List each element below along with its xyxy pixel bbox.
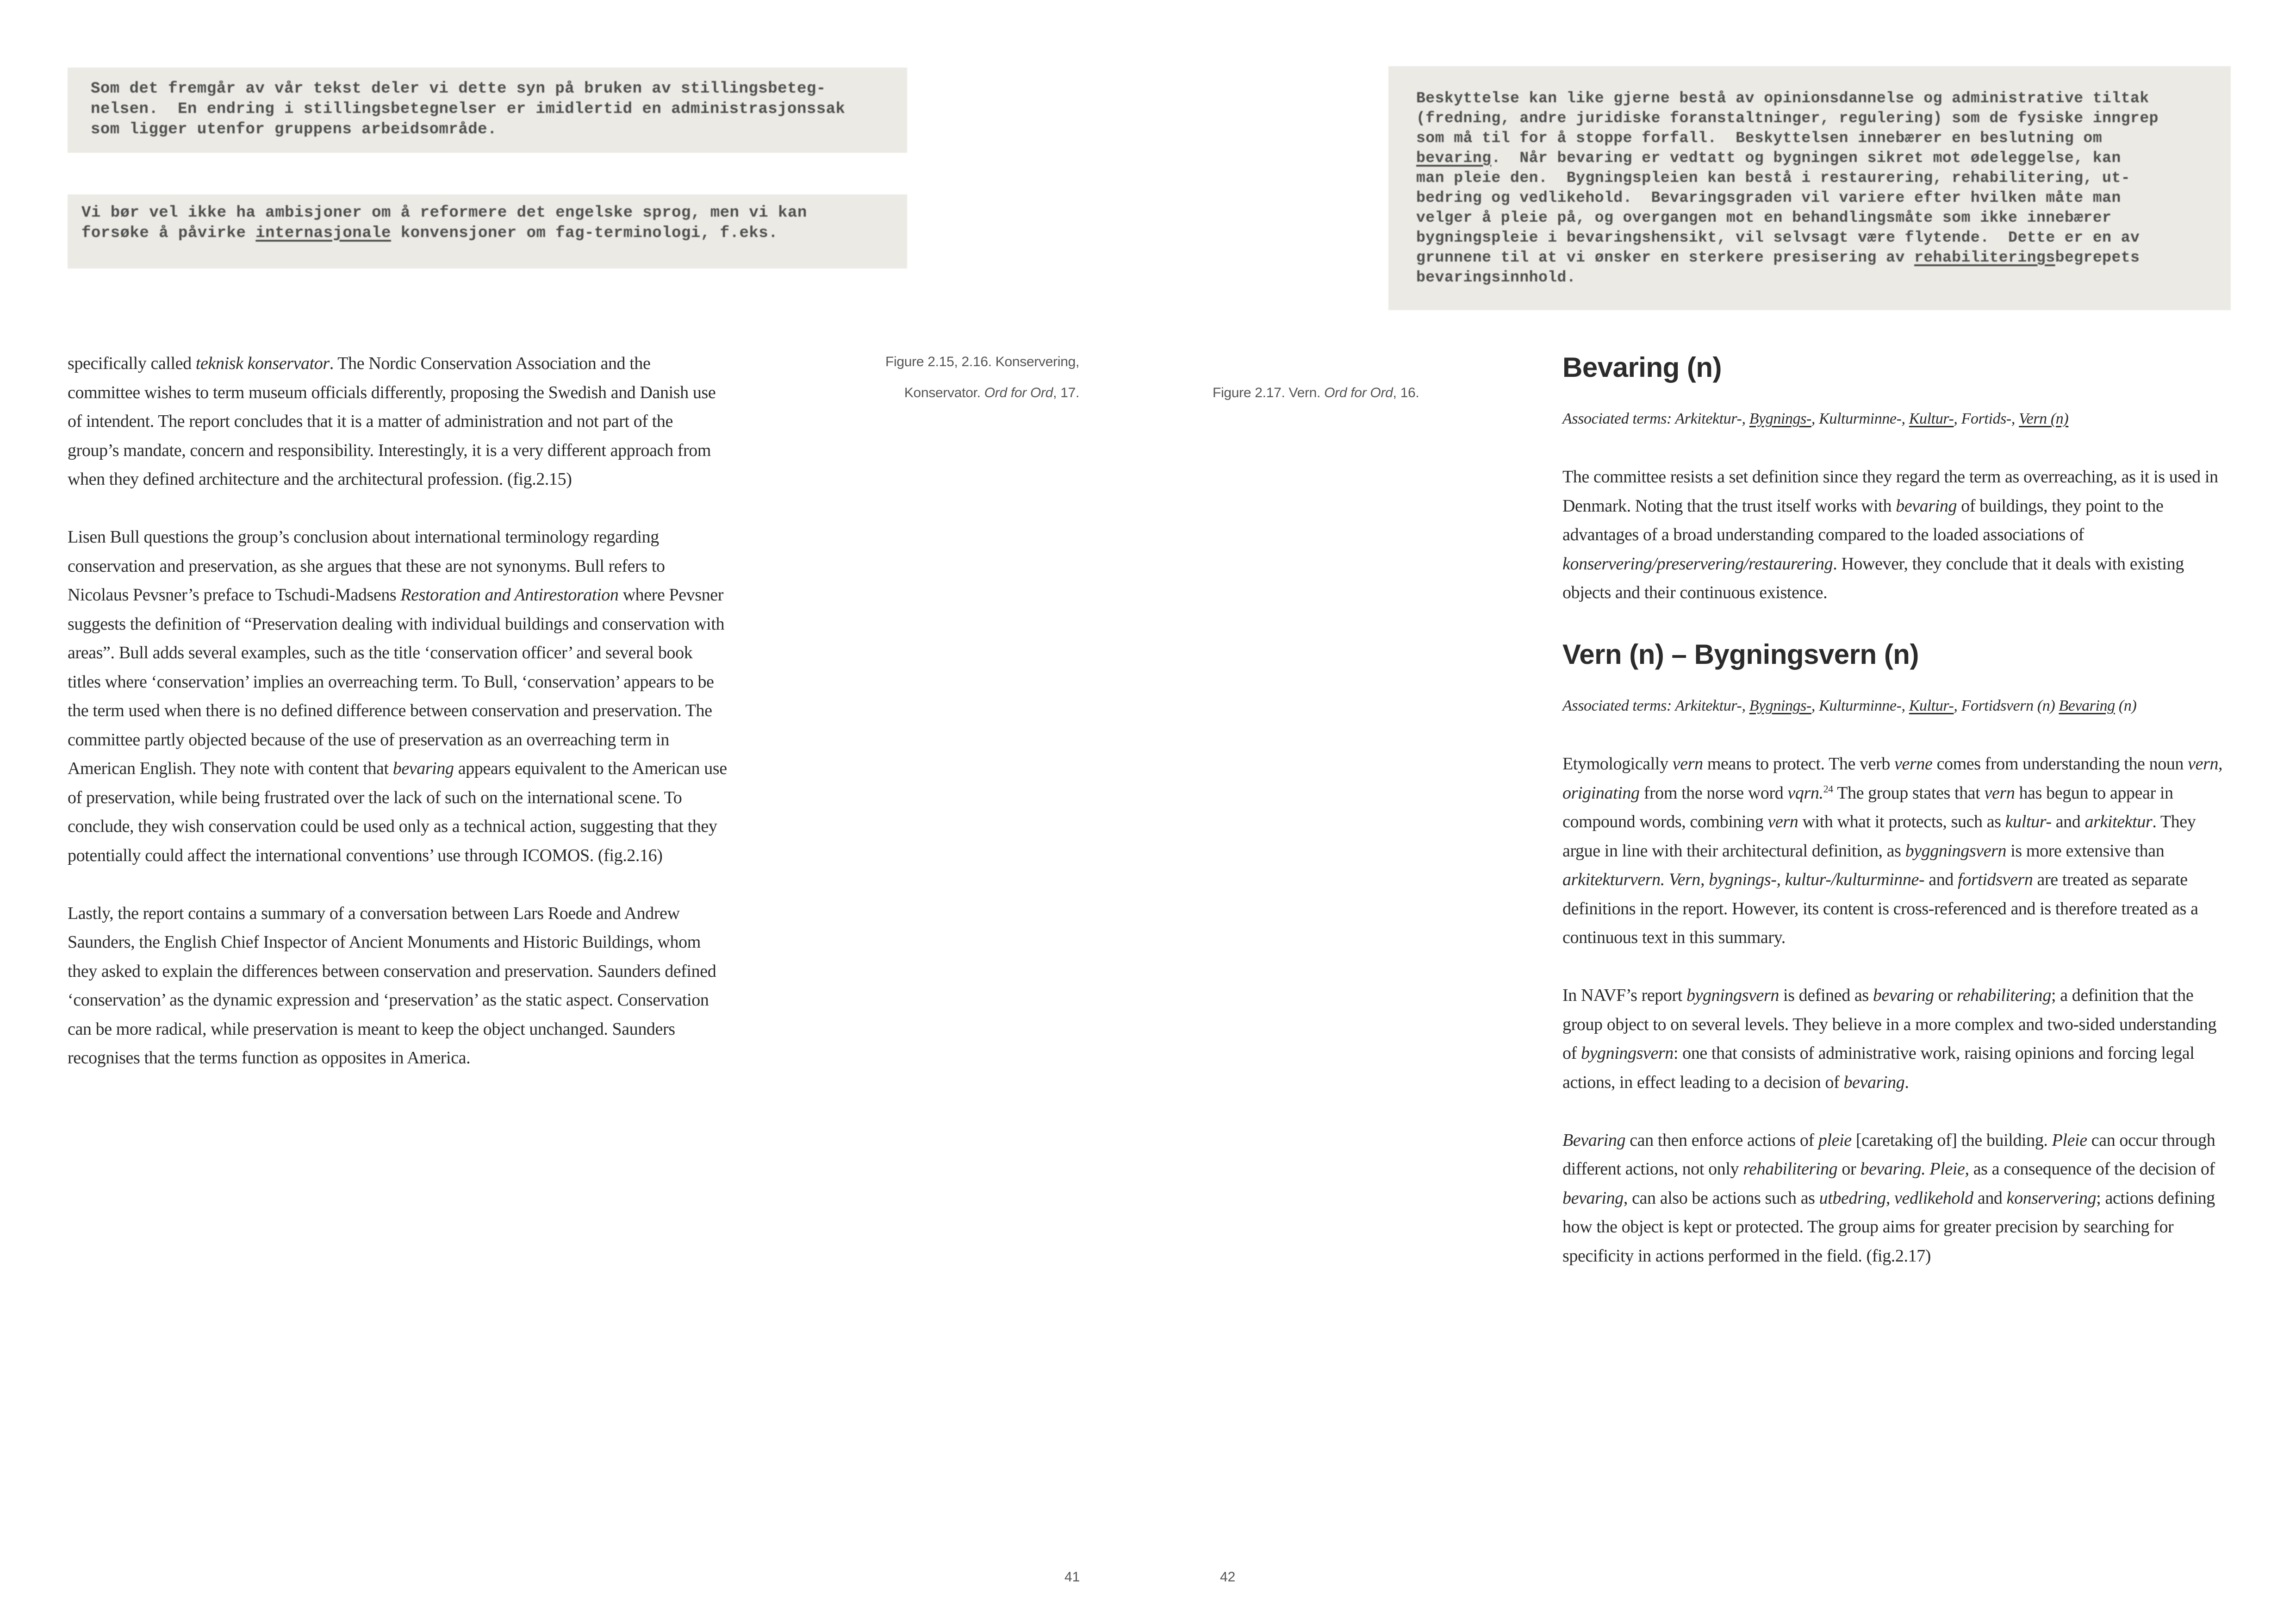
typewritten-line xyxy=(1416,168,2231,188)
italic-term: fortidsvern xyxy=(1958,870,2033,889)
underlined-term: Bygnings- xyxy=(1749,697,1811,714)
associated-terms xyxy=(1562,692,2234,721)
typewritten-line xyxy=(1416,148,2231,168)
body-paragraph xyxy=(1562,1126,2234,1271)
text-run: bevaringsinnhold. xyxy=(1416,269,1576,286)
underlined-term: internasjonale xyxy=(255,225,391,242)
typewritten-line xyxy=(81,223,907,244)
text-run: Associated terms: Arkitektur-, xyxy=(1562,697,1749,714)
text-run: . xyxy=(1904,1072,1909,1092)
text-run: konvensjoner om fag-terminologi, f.eks. xyxy=(391,225,778,242)
typewritten-line xyxy=(1416,268,2231,287)
italic-term: kultur- xyxy=(2005,812,2052,831)
text-run: Konservator. xyxy=(904,385,984,400)
text-run: means to protect. The verb xyxy=(1703,754,1895,774)
text-run: can occur through different actions, not only xyxy=(1562,1130,2215,1179)
text-run: and xyxy=(1973,1188,2007,1208)
typewritten-line xyxy=(1416,248,2231,268)
section-heading: Vern (n) – Bygningsvern (n) xyxy=(1562,639,1919,670)
underlined-term: Bygnings- xyxy=(1749,410,1811,427)
underlined-term: rehabiliterings xyxy=(1914,249,2055,266)
text-run: , can also be actions such as xyxy=(1623,1188,1819,1208)
typewritten-line xyxy=(1416,208,2231,228)
italic-term: byggningsvern xyxy=(1905,841,2007,861)
italic-term: bevaring. Pleie, xyxy=(1860,1159,1969,1179)
italic-term: konservering/preservering/restaurering xyxy=(1562,554,1833,574)
figure-caption-2-15-2-16 xyxy=(833,346,1079,408)
italic-term: Pleie xyxy=(2052,1130,2087,1150)
text-run: or xyxy=(1837,1159,1860,1179)
italic-term: bevaring xyxy=(1896,496,1957,516)
footnote-ref: 24 xyxy=(1823,782,1833,794)
text-run: bedring og vedlikehold. Bevaringsgraden vil variere efter hvilken måte man xyxy=(1416,189,2121,206)
text-run: , 16. xyxy=(1393,385,1419,400)
text-run: . Når bevaring er vedtatt og bygningen sikret mot ødeleggelse, kan xyxy=(1491,150,2121,167)
figure-caption-2-17 xyxy=(1213,377,1462,408)
text-run: as a consequence of the decision of xyxy=(1969,1159,2215,1179)
text-run: The group states that xyxy=(1833,783,1985,803)
text-run: comes from understanding the noun xyxy=(1932,754,2188,774)
italic-term: bevaring xyxy=(1562,1188,1624,1208)
text-run: is defined as xyxy=(1779,986,1873,1005)
typewritten-line xyxy=(1416,108,2231,128)
typewritten-line xyxy=(1416,188,2231,208)
body-paragraph xyxy=(1562,462,2234,607)
italic-term: vqrn. xyxy=(1787,783,1823,803)
text-run: (n) xyxy=(2115,697,2137,714)
underlined-term: bevaring xyxy=(1416,150,1492,167)
italic-term: Bevaring xyxy=(1562,1130,1626,1150)
text-run: ; a definition that the group object to on several levels. They believe in a more complex and two-sided understanding of xyxy=(1562,986,2217,1063)
typewritten-line xyxy=(91,119,907,140)
text-run: . However, they conclude that it deals with existing objects and their continuous existence. xyxy=(1562,554,2184,602)
text-run: of buildings, they point to the advantages of a broad understanding compared to the loaded associations of xyxy=(1562,496,2164,544)
text-run: appears equivalent to the American use of preservation, while being frustrated over the lack of such on the international scene. To conclude, they wish conservation could be used only as a technical action, suggesting that they potentially could affect the international conventions’ use through ICOMOS. (fig.2.16) xyxy=(68,759,727,865)
italic-term: rehabilitering xyxy=(1743,1159,1838,1179)
body-paragraph xyxy=(1562,981,2234,1097)
section-bevaring xyxy=(1562,349,2234,607)
text-run: with what it protects, such as xyxy=(1798,812,2005,831)
text-run: Lisen Bull questions the group’s conclusion about international terminology regarding conservation and preservation, as she argues that these are not synonyms. Bull refers to Nicolaus Pevsner’s preface to Tschudi-Madsens xyxy=(68,527,665,605)
body-paragraph xyxy=(68,523,727,870)
typewritten-line xyxy=(81,203,907,223)
caption-line xyxy=(833,377,1079,408)
underlined-term: Vern (n) xyxy=(2019,410,2069,427)
italic-term: Ord for Ord xyxy=(984,385,1053,400)
section-vern xyxy=(1562,636,2234,1270)
italic-term: vern xyxy=(1672,754,1703,774)
body-paragraph xyxy=(68,349,727,494)
text-run: can then enforce actions of xyxy=(1625,1130,1818,1150)
typewritten-line xyxy=(91,79,907,99)
right-page-body xyxy=(1562,349,2234,1299)
text-run: , Kulturminne-, xyxy=(1811,697,1909,714)
typewritten-line xyxy=(1416,128,2231,148)
italic-term: arkitektur xyxy=(2084,812,2153,831)
body-paragraph xyxy=(1562,750,2234,952)
italic-term: pleie xyxy=(1818,1130,1852,1150)
text-run: Etymologically xyxy=(1562,754,1673,774)
section-heading: Bevaring (n) xyxy=(1562,352,1722,383)
italic-term: bevaring xyxy=(392,759,454,778)
italic-term: teknisk konservator xyxy=(195,354,330,373)
left-page-body xyxy=(68,349,727,1101)
text-run: are treated as separate definitions in the report. However, its content is cross-referenced and is therefore treated as a continuous text in this summary. xyxy=(1562,870,2198,947)
text-run: Associated terms: Arkitektur-, xyxy=(1562,410,1749,427)
page-number-right: 42 xyxy=(1220,1569,1236,1585)
archival-scan-fig-2-16 xyxy=(68,194,907,269)
text-run: specifically called xyxy=(68,354,196,373)
typewritten-line xyxy=(1416,88,2231,108)
text-run: The committee resists a set definition since they regard the term as overreaching, as it is used in Denmark. Noting that the trust itself works with xyxy=(1562,467,2218,516)
text-run: or xyxy=(1934,986,1957,1005)
text-run: (fredning, andre juridiske foranstaltninger, regulering) som de fysiske inngrep xyxy=(1416,110,2159,127)
italic-term: bevaring xyxy=(1873,986,1934,1005)
text-run: nelsen. En endring i stillingsbetegnelser er imidlertid en administrasjonssak xyxy=(91,100,846,118)
text-run: . They argue in line with their architectural definition, as xyxy=(1562,812,2196,861)
text-run: som må til for å stoppe forfall. Beskyttelsen innebærer en beslutning om xyxy=(1416,130,2103,147)
text-run: Beskyttelse kan like gjerne bestå av opinionsdannelse og administrative tiltak xyxy=(1416,90,2149,107)
text-run: begrepets xyxy=(2055,249,2140,266)
text-run: [caretaking of] the building. xyxy=(1851,1130,2052,1150)
text-run: , Fortidsvern (n) xyxy=(1954,697,2059,714)
text-run: Lastly, the report contains a summary of a conversation between Lars Roede and Andrew Saunders, the English Chief Inspector of Ancient Monuments and Historic Buildings, whom they asked to explain the differences between conservation and preservation. Saunders defined ‘conservation’ as the dynamic expression and ‘preservation’ as the static aspect. Conservation can be more radical, while preservation is meant to keep the object unchanged. Saunders recognises that the terms function as opposites in America. xyxy=(68,903,716,1068)
italic-term: Restoration and Antirestoration xyxy=(400,585,619,605)
underlined-term: Kultur- xyxy=(1909,697,1954,714)
text-run: Figure 2.17. Vern. xyxy=(1213,385,1325,400)
underlined-term: Kultur- xyxy=(1909,410,1954,427)
text-run: grunnene til at vi ønsker en sterkere presisering av xyxy=(1416,249,1915,266)
text-run: where Pevsner suggests the definition of “Preservation dealing with individual buildings and conservation with areas”. Bull adds several examples, such as the title ‘conservation officer’ and several book titles where ‘conservation’ implies an overreaching term. To Bull, ‘conservation’ appears to be the term used when there is no defined difference between conservation and preservation. The committee partly objected because of the use of preservation as an overreaching term in American English. They note with content that xyxy=(68,585,725,778)
text-run: Vi bør vel ikke ha ambisjoner om å reformere det engelske sprog, men vi kan xyxy=(81,204,807,222)
associated-terms xyxy=(1562,405,2234,434)
italic-term: Ord for Ord xyxy=(1324,385,1393,400)
typewritten-line xyxy=(1416,228,2231,248)
italic-term: rehabilitering xyxy=(1956,986,2051,1005)
italic-term: utbedring, vedlikehold xyxy=(1819,1188,1973,1208)
text-run: from the norse word xyxy=(1639,783,1788,803)
text-run: bygningspleie i bevaringshensikt, vil selvsagt være flytende. Dette er en av xyxy=(1416,229,2140,246)
text-run: . The Nordic Conservation Association and the committee wishes to term museum officials differently, proposing the Swedish and Danish use of intendent. The report concludes that it is a matter of administration and not part of the group’s mandate, concern and responsibility. Interestingly, it is a very different approach from when they defined architecture and the architectural profession. (fig.2.15) xyxy=(68,354,716,489)
italic-term: konservering xyxy=(2006,1188,2097,1208)
text-run: , Kulturminne-, xyxy=(1811,410,1909,427)
archival-scan-fig-2-15 xyxy=(68,68,907,153)
text-run: , 17. xyxy=(1053,385,1079,400)
italic-term: bygningsvern xyxy=(1580,1043,1674,1063)
caption-line: Figure 2.15, 2.16. Konservering, xyxy=(885,354,1079,369)
italic-term: vern xyxy=(1767,812,1798,831)
italic-term: verne xyxy=(1894,754,1933,774)
italic-term: arkitekturvern. Vern, bygnings-, kultur-/kulturminne- xyxy=(1562,870,1925,889)
text-run: and xyxy=(2051,812,2085,831)
text-run: and xyxy=(1924,870,1958,889)
page-number-left: 41 xyxy=(1064,1569,1080,1585)
text-run: In NAVF’s report xyxy=(1562,986,1686,1005)
text-run: som ligger utenfor gruppens arbeidsområde. xyxy=(91,121,497,138)
text-run: is more extensive than xyxy=(2006,841,2165,861)
text-run: : one that consists of administrative work, raising opinions and forcing legal actions, in effect leading to a decision of xyxy=(1562,1043,2195,1092)
underlined-term: Bevaring xyxy=(2059,697,2115,714)
body-paragraph xyxy=(68,899,727,1073)
typewritten-line xyxy=(91,99,907,119)
text-run: forsøke å påvirke xyxy=(81,225,256,242)
text-run: , Fortids-, xyxy=(1954,410,2019,427)
italic-term: bygningsvern xyxy=(1686,986,1779,1005)
text-run: ; actions defining how the object is kept or protected. The group aims for greater precision by searching for specificity in actions performed in the field. (fig.2.17) xyxy=(1562,1188,2215,1266)
text-run: man pleie den. Bygningspleien kan bestå i restaurering, rehabilitering, ut- xyxy=(1416,169,2131,187)
archival-scan-fig-2-17 xyxy=(1388,66,2231,310)
italic-term: vern xyxy=(1984,783,2015,803)
text-run: has begun to appear in compound words, combining xyxy=(1562,783,2173,831)
text-run: velger å pleie på, og overgangen mot en behandlingsmåte som ikke innebærer xyxy=(1416,209,2112,226)
text-run: Som det fremgår av vår tekst deler vi dette syn på bruken av stillingsbeteg- xyxy=(91,80,826,98)
italic-term: vern, originating xyxy=(1562,754,2223,803)
italic-term: bevaring xyxy=(1843,1072,1905,1092)
